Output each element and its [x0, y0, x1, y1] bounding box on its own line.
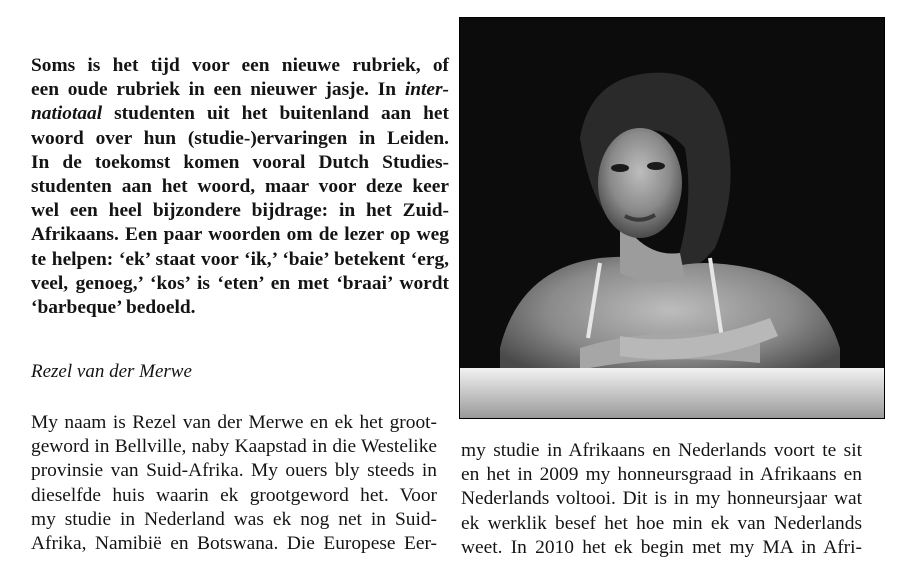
intro-line: wel een heel bijzondere bijdrage: in het Zuid-	[31, 200, 449, 222]
author-byline: Rezel van der Merwe	[31, 361, 192, 382]
body-line: ek werklik besef het hoe min ek van Nederlands	[461, 512, 862, 534]
body-line: Nederlands voltooi. Dit is in my honneursjaar wat	[461, 488, 862, 510]
body-column-right	[461, 439, 862, 560]
intro-line: In de toekomst komen vooral Dutch Studies-	[31, 151, 449, 173]
body-line: weet. In 2010 het ek begin met my MA in Afri-	[461, 536, 862, 558]
portrait-photo	[459, 17, 885, 419]
body-line: en het in 2009 my honneursgraad in Afrikaans en	[461, 464, 862, 486]
body-line: Afrika, Namibië en Botswana. Die Europese Eer-	[31, 533, 437, 555]
body-line: geword in Bellville, naby Kaapstad in die Westelike	[31, 436, 437, 458]
portrait-illustration	[460, 18, 884, 418]
intro-line-text: een oude rubriek in een nieuwer jasje. In	[31, 79, 405, 101]
intro-line	[31, 102, 449, 126]
intro-line	[31, 78, 449, 102]
body-line: my studie in Afrikaans en Nederlands voort te sit	[461, 440, 862, 461]
intro-line: te helpen: ‘ek’ staat voor ‘ik,’ ‘baie’ betekent ‘erg,	[31, 248, 449, 270]
intro-line-text: studenten uit het buitenland aan het	[114, 103, 449, 125]
intro-italic-term: natiotaal	[31, 103, 103, 125]
intro-line: studenten aan het woord, maar voor deze keer	[31, 176, 449, 198]
intro-paragraph	[31, 54, 449, 320]
intro-line: woord over hun (studie-)ervaringen in Leiden.	[31, 127, 449, 149]
intro-line: Afrikaans. Een paar woorden om de lezer op weg	[31, 224, 449, 246]
body-line: dieselfde huis waarin ek grootgeword het. Voor	[31, 484, 437, 506]
body-line: provinsie van Suid-Afrika. My ouers bly steeds in	[31, 460, 437, 482]
body-column-left	[31, 411, 437, 556]
intro-line: ‘barbeque’ bedoeld.	[31, 297, 196, 319]
intro-line: Soms is het tijd voor een nieuwe rubriek, of	[31, 55, 449, 76]
body-line: My naam is Rezel van der Merwe en ek het groot-	[31, 412, 437, 433]
intro-italic-term: inter-	[404, 79, 449, 101]
body-line: my studie in Nederland was ek nog net in Suid-	[31, 508, 437, 530]
intro-line: veel, genoeg,’ ‘kos’ is ‘eten’ en met ‘braai’ wordt	[31, 272, 449, 294]
